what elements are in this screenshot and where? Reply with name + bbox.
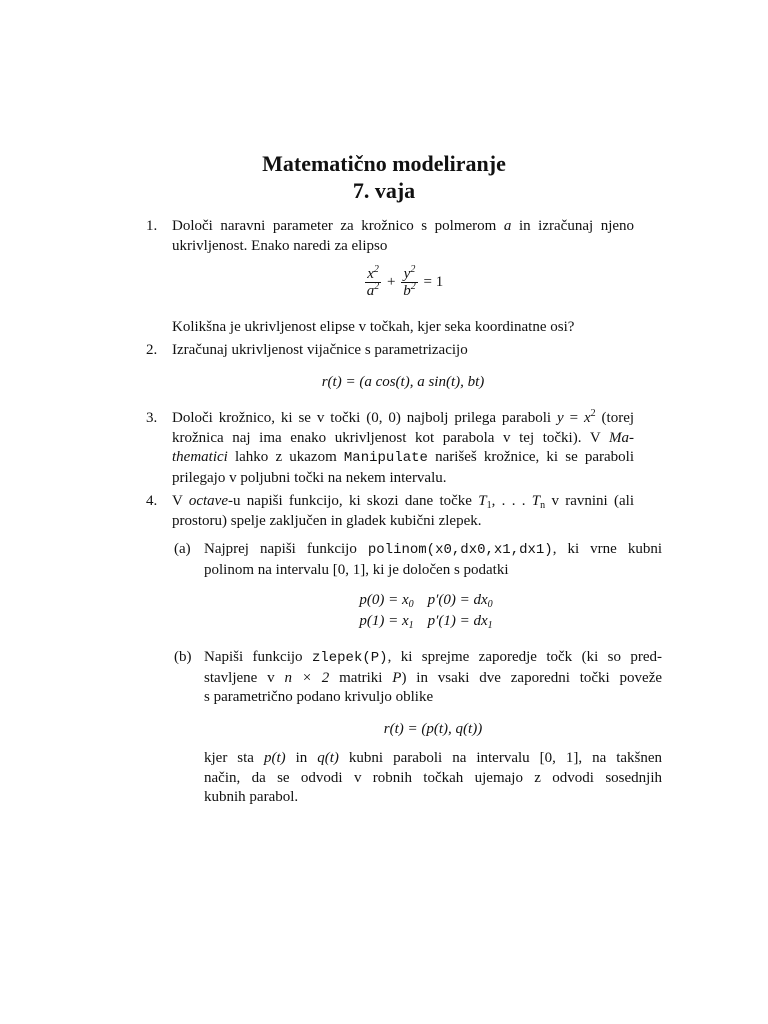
text-line: prostoru) spelje zaključen in gladek kubični zlepek. — [172, 512, 482, 529]
document-title — [0, 150, 768, 204]
condition-dp1: $p'(1) = dx_1$ — [427, 613, 493, 631]
text-line: polinom na intervalu [0, 1], ki je določen s podatki — [204, 561, 509, 578]
problem-body — [172, 217, 634, 338]
text-line: način, da se odvodi v robnih točkah ujemajo z odvodi sosednjih — [204, 769, 662, 786]
problem-number: 1. — [146, 218, 158, 234]
boundary-conditions — [204, 590, 662, 639]
helix-formula: r(t) = (a cos(t), a sin(t), bt) — [321, 373, 485, 390]
text-line: stavljene v n × 2 matriki P) in vsaki dve zaporedni točki poveže — [204, 669, 663, 686]
text-line: thematici lahko z ukazom Manipulate narišeš krožnice, ki se paraboli — [172, 449, 635, 466]
subproblem-label: (a) — [174, 541, 191, 557]
text-line: Določi naravni parameter za krožnico s polmerom a in izračunaj njeno — [172, 218, 635, 234]
fraction-y: $\frac{y^2}{b^2}$ — [403, 264, 416, 299]
subproblem-a — [174, 540, 663, 639]
curve-formula: r(t) = (p(t), q(t)) — [383, 720, 483, 737]
code-manipulate: Manipulate — [343, 450, 428, 466]
text-line: Izračunaj ukrivljenost vijačnice s parametrizacijo — [172, 342, 468, 358]
problem-body — [172, 409, 634, 488]
subproblem-b — [174, 648, 663, 808]
condition-p1: $p(1) = x_1$ — [359, 613, 414, 631]
fraction-x: $\frac{x^2}{a^2}$ — [366, 264, 380, 299]
condition-p0: $p(0) = x_0$ — [359, 592, 414, 610]
title-line-1: Matematično modeliranje — [262, 151, 506, 176]
problem-number: 3. — [146, 410, 158, 426]
text-line: s parametrično podano krivuljo oblike — [204, 689, 434, 705]
text-line: krožnica naj ima enako ukrivljenost kot parabola v tej točki). V Ma- — [172, 429, 635, 446]
text-line: ukrivljenost. Enako naredi za elipso — [172, 237, 388, 254]
text-line: kjer sta p(t) in q(t) kubni paraboli na intervalu [0, 1], na takšnen — [204, 750, 663, 766]
text-line: V octave-u napiši funkcijo, ki skozi dane točke $T_1$, . . . $T_n$ v ravnini (ali — [172, 493, 635, 511]
text-line: Napiši funkcijo zlepek(P), ki sprejme zaporedje točk (ki so pred- — [204, 649, 663, 666]
text-line: Najprej napiši funkcijo polinom(x0,dx0,x1,dx1), ki vrne kubni — [204, 541, 663, 558]
title-line-2: 7. vaja — [352, 178, 416, 203]
problem-body — [172, 341, 634, 392]
text-line: Določi krožnico, ki se v točki (0, 0) najbolj prilega paraboli $y = x^2$ (torej — [172, 408, 635, 426]
text-line: kubnih parabol. — [204, 789, 299, 805]
text-line: Kolikšna je ukrivljenost elipse v točkah, kjer seka koordinatne osi? — [172, 319, 575, 335]
condition-dp0: $p'(0) = dx_0$ — [427, 592, 493, 610]
problem-body — [172, 492, 634, 531]
problem-number: 2. — [146, 342, 158, 358]
subproblem-label: (b) — [174, 649, 192, 665]
problem-number: 4. — [146, 493, 158, 509]
code-polinom: polinom(x0,dx0,x1,dx1) — [367, 542, 553, 558]
text-line: prilegajo v poljubni točki na nekem intervalu. — [172, 469, 447, 486]
ellipse-equation: $\frac{x^2}{a^2}$ + $\frac{y^2}{b^2}$ = 1 — [366, 264, 444, 299]
code-zlepek: zlepek(P) — [311, 650, 388, 666]
